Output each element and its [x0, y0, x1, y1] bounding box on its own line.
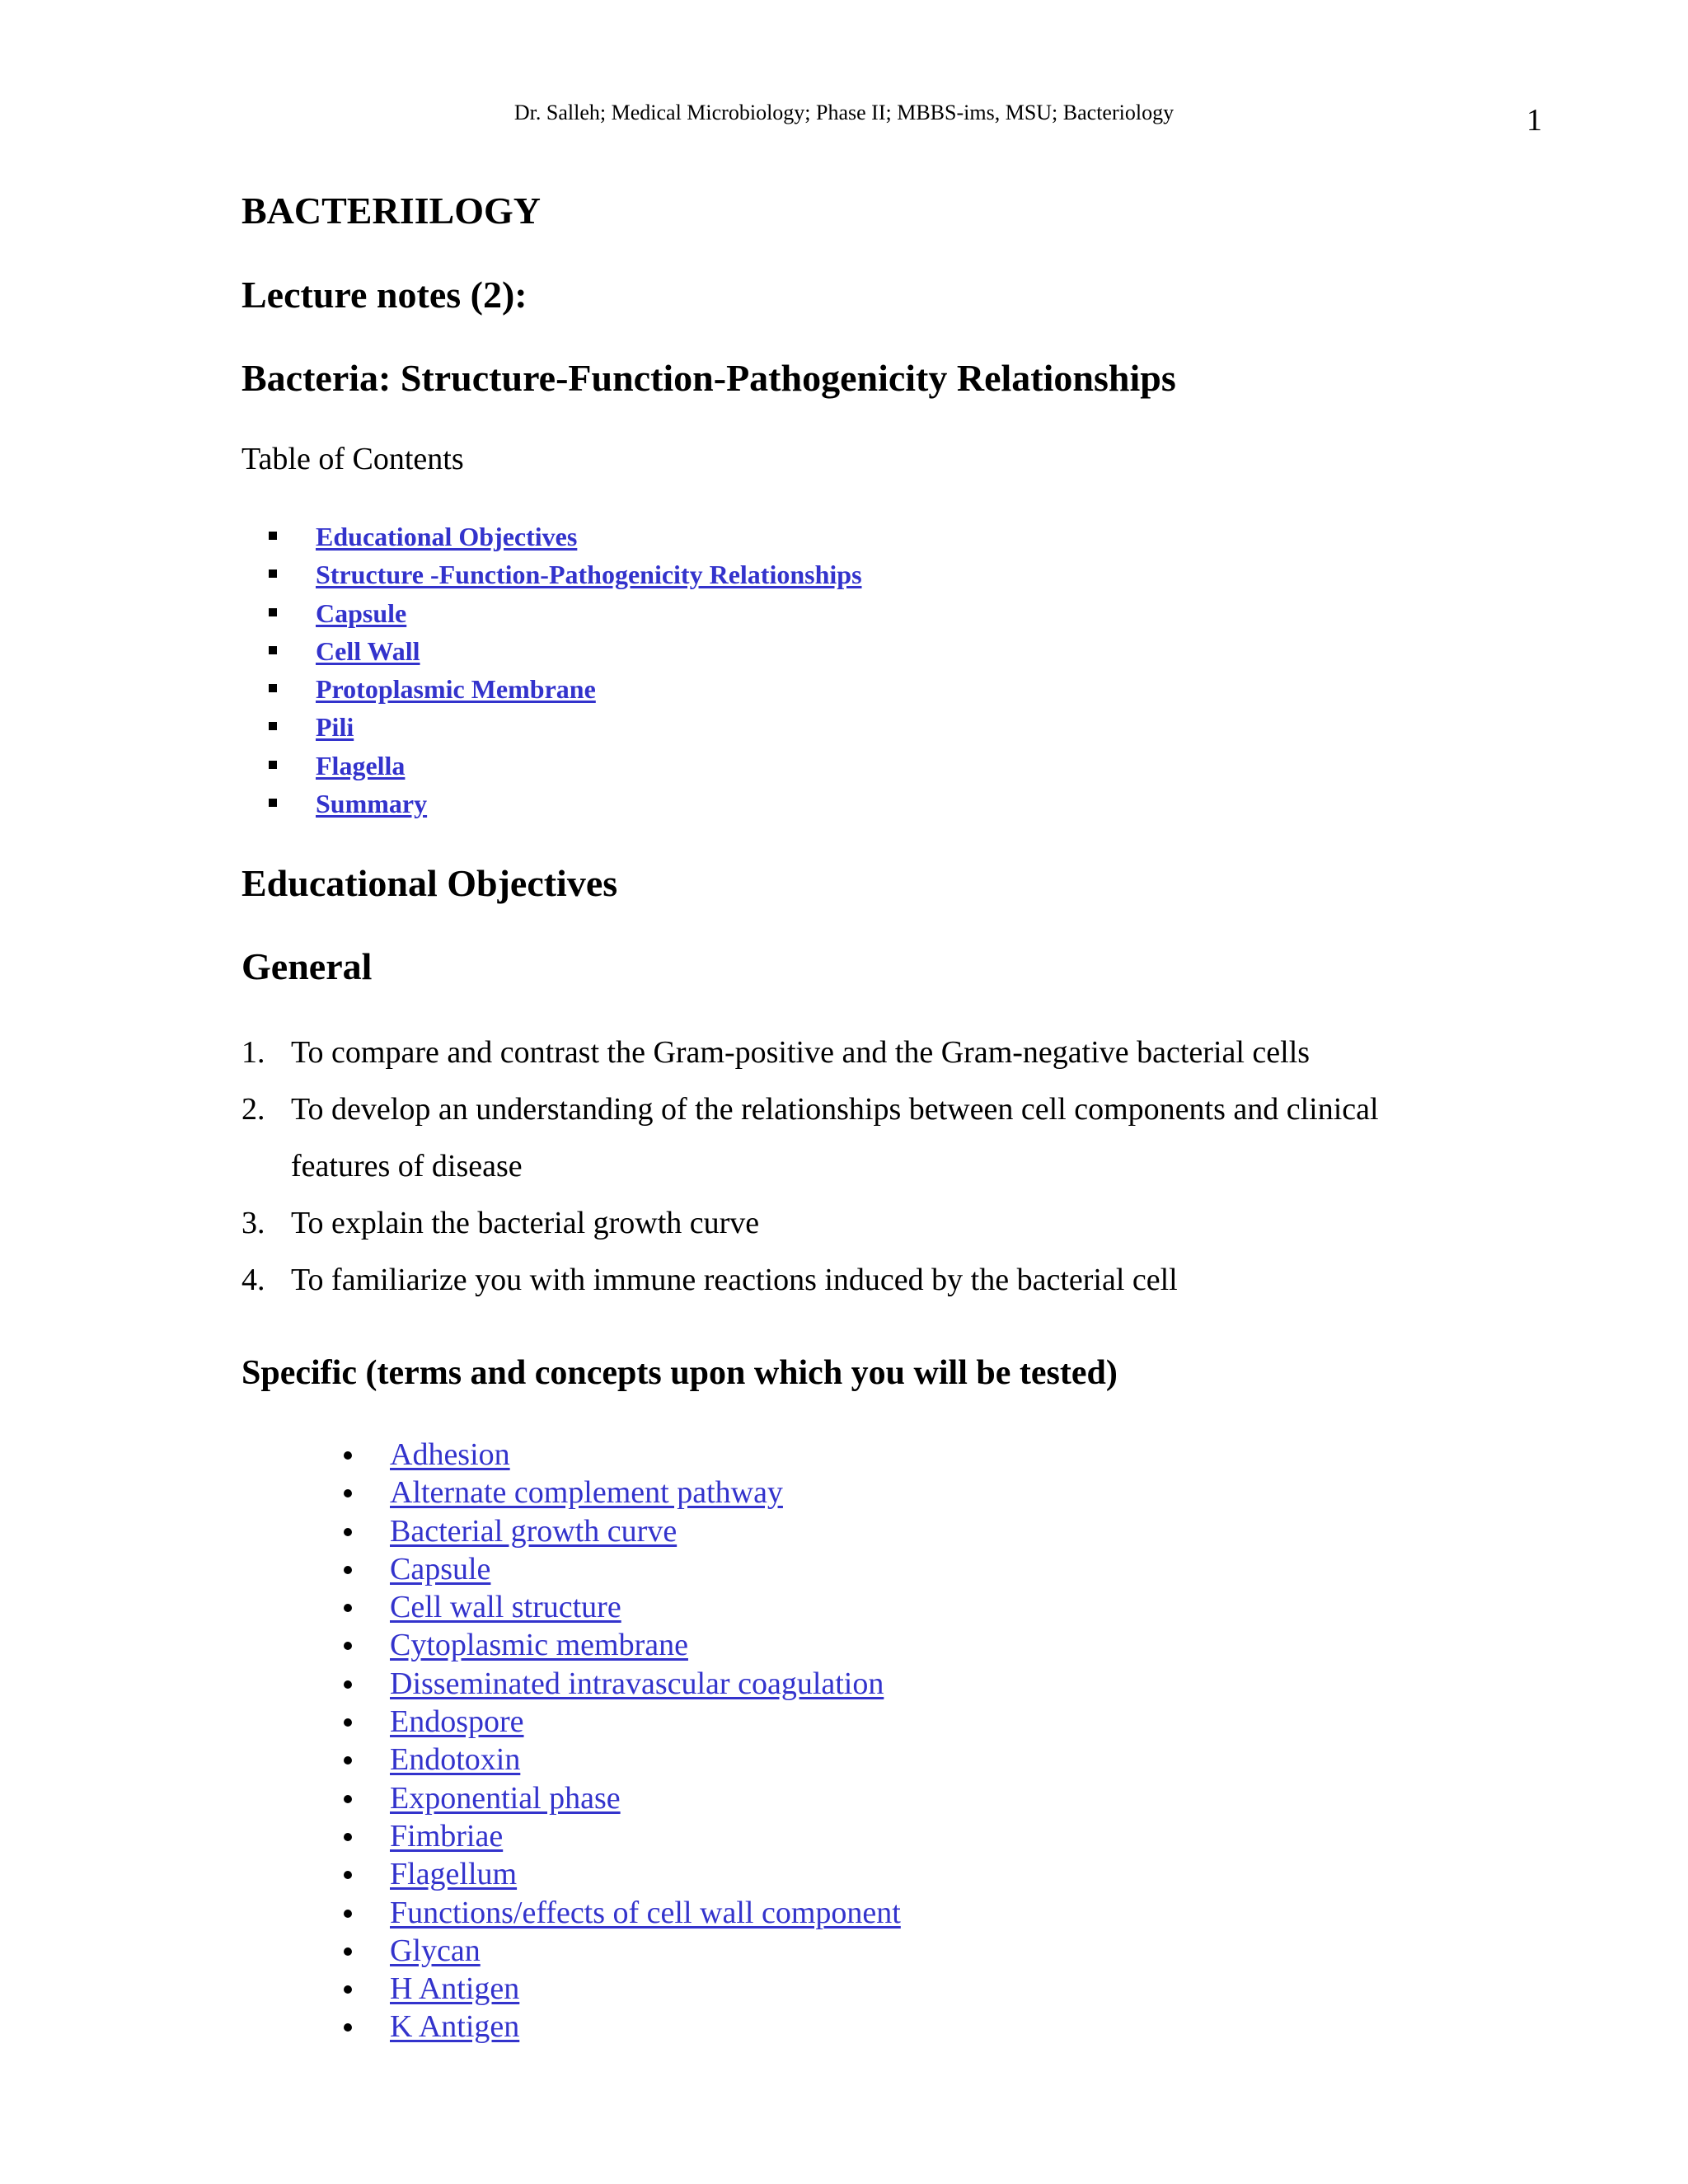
term-link-cell-wall-structure[interactable]: Cell wall structure — [390, 1590, 621, 1625]
list-item — [241, 1703, 901, 1741]
list-item — [241, 1741, 901, 1779]
term-link-endotoxin[interactable]: Endotoxin — [390, 1742, 521, 1778]
bullet-icon — [344, 1451, 352, 1460]
item-text: To develop an understanding of the relationships between cell components and clinical — [291, 1092, 1379, 1127]
toc-item — [241, 594, 862, 632]
running-header: Dr. Salleh; Medical Microbiology; Phase II; MBBS-ims, MSU; Bacteriology — [513, 101, 1175, 124]
bullet-icon — [344, 1680, 352, 1689]
term-link-bacterial-growth-curve[interactable]: Bacterial growth curve — [390, 1513, 678, 1549]
toc-link-structure-function-pathogenicity[interactable]: Structure -Function-Pathogenicity Relationships — [316, 560, 862, 590]
table-of-contents — [241, 518, 862, 823]
toc-link-educational-objectives[interactable]: Educational Objectives — [316, 522, 578, 551]
page-number: 1 — [1526, 103, 1542, 138]
toc-link-capsule[interactable]: Capsule — [316, 598, 407, 628]
item-text: To familiarize you with immune reactions induced by the bacterial cell — [291, 1263, 1178, 1297]
bullet-icon — [344, 1566, 352, 1574]
specific-heading: Specific (terms and concepts upon which you will be tested) — [241, 1354, 1118, 1392]
item-number: 4. — [241, 1263, 265, 1297]
square-bullet-icon — [269, 646, 277, 654]
bullet-icon — [344, 1910, 352, 1918]
item-text-continued: features of disease — [291, 1149, 523, 1183]
term-link-capsule[interactable]: Capsule — [390, 1551, 491, 1586]
bullet-icon — [344, 1985, 352, 1994]
square-bullet-icon — [269, 608, 277, 616]
list-item — [241, 1817, 901, 1855]
bullet-icon — [344, 1871, 352, 1879]
item-number: 2. — [241, 1092, 265, 1127]
list-item — [241, 1779, 901, 1817]
list-item — [241, 1474, 901, 1511]
bullet-icon — [344, 1756, 352, 1765]
list-item — [241, 1252, 1560, 1309]
square-bullet-icon — [269, 569, 277, 578]
bullet-icon — [344, 1642, 352, 1650]
item-text: To compare and contrast the Gram-positive and the Gram-negative bacterial cells — [291, 1035, 1311, 1070]
bullet-icon — [344, 1604, 352, 1612]
term-link-fimbriae[interactable]: Fimbriae — [390, 1818, 504, 1854]
list-item — [241, 1024, 1560, 1081]
list-item — [241, 1195, 1560, 1252]
term-link-cytoplasmic-membrane[interactable]: Cytoplasmic membrane — [390, 1628, 688, 1663]
toc-link-cell-wall[interactable]: Cell Wall — [316, 635, 420, 666]
list-item — [241, 1665, 901, 1703]
document-subtitle: Lecture notes (2): — [241, 274, 528, 316]
specific-terms-list — [241, 1436, 901, 2046]
item-number: 1. — [241, 1035, 265, 1070]
list-item — [241, 1436, 901, 1474]
square-bullet-icon — [269, 684, 277, 692]
toc-item — [241, 555, 862, 593]
square-bullet-icon — [269, 722, 277, 730]
list-item — [241, 1081, 1560, 1195]
term-link-flagellum[interactable]: Flagellum — [390, 1857, 518, 1892]
list-item — [241, 1512, 901, 1550]
toc-link-pili[interactable]: Pili — [316, 712, 354, 743]
list-item — [241, 1894, 901, 1932]
list-item — [241, 1550, 901, 1588]
toc-item — [241, 632, 862, 670]
toc-item — [241, 747, 862, 785]
bullet-icon — [344, 1489, 352, 1497]
bullet-icon — [344, 1833, 352, 1841]
document-heading: Bacteria: Structure-Function-Pathogenicity Relationships — [241, 357, 1176, 399]
bullet-icon — [344, 1947, 352, 1956]
general-heading: General — [241, 945, 373, 987]
bullet-icon — [344, 1795, 352, 1803]
square-bullet-icon — [269, 761, 277, 769]
term-link-functions-effects-of-cell-wall-component[interactable]: Functions/effects of cell wall component — [390, 1895, 901, 1930]
document-title: BACTERIILOGY — [241, 190, 541, 232]
term-link-h-antigen[interactable]: H Antigen — [390, 1971, 520, 2007]
list-item — [241, 1970, 901, 2008]
bullet-icon — [344, 1718, 352, 1727]
term-link-alternate-complement-pathway[interactable]: Alternate complement pathway — [390, 1475, 783, 1511]
toc-item — [241, 518, 862, 555]
term-link-disseminated-intravascular-coagulation[interactable]: Disseminated intravascular coagulation — [390, 1666, 884, 1701]
toc-link-protoplasmic-membrane[interactable]: Protoplasmic Membrane — [316, 674, 596, 705]
general-objectives-list — [241, 1024, 1560, 1309]
list-item — [241, 1932, 901, 1970]
bullet-icon — [344, 2023, 352, 2032]
term-link-exponential-phase[interactable]: Exponential phase — [390, 1780, 621, 1816]
toc-item — [241, 785, 862, 823]
toc-link-flagella[interactable]: Flagella — [316, 750, 406, 780]
item-number: 3. — [241, 1206, 265, 1240]
toc-item — [241, 708, 862, 746]
list-item — [241, 2008, 901, 2046]
list-item — [241, 1626, 901, 1664]
toc-item — [241, 670, 862, 708]
toc-link-summary[interactable]: Summary — [316, 789, 428, 819]
term-link-k-antigen[interactable]: K Antigen — [390, 2009, 520, 2045]
term-link-adhesion[interactable]: Adhesion — [390, 1437, 510, 1472]
toc-label: Table of Contents — [241, 442, 464, 476]
square-bullet-icon — [269, 532, 277, 540]
bullet-icon — [344, 1528, 352, 1536]
item-text: To explain the bacterial growth curve — [291, 1206, 760, 1240]
list-item — [241, 1855, 901, 1893]
educational-objectives-heading: Educational Objectives — [241, 862, 618, 904]
list-item — [241, 1588, 901, 1626]
square-bullet-icon — [269, 799, 277, 807]
term-link-glycan[interactable]: Glycan — [390, 1933, 481, 1968]
term-link-endospore[interactable]: Endospore — [390, 1704, 524, 1740]
